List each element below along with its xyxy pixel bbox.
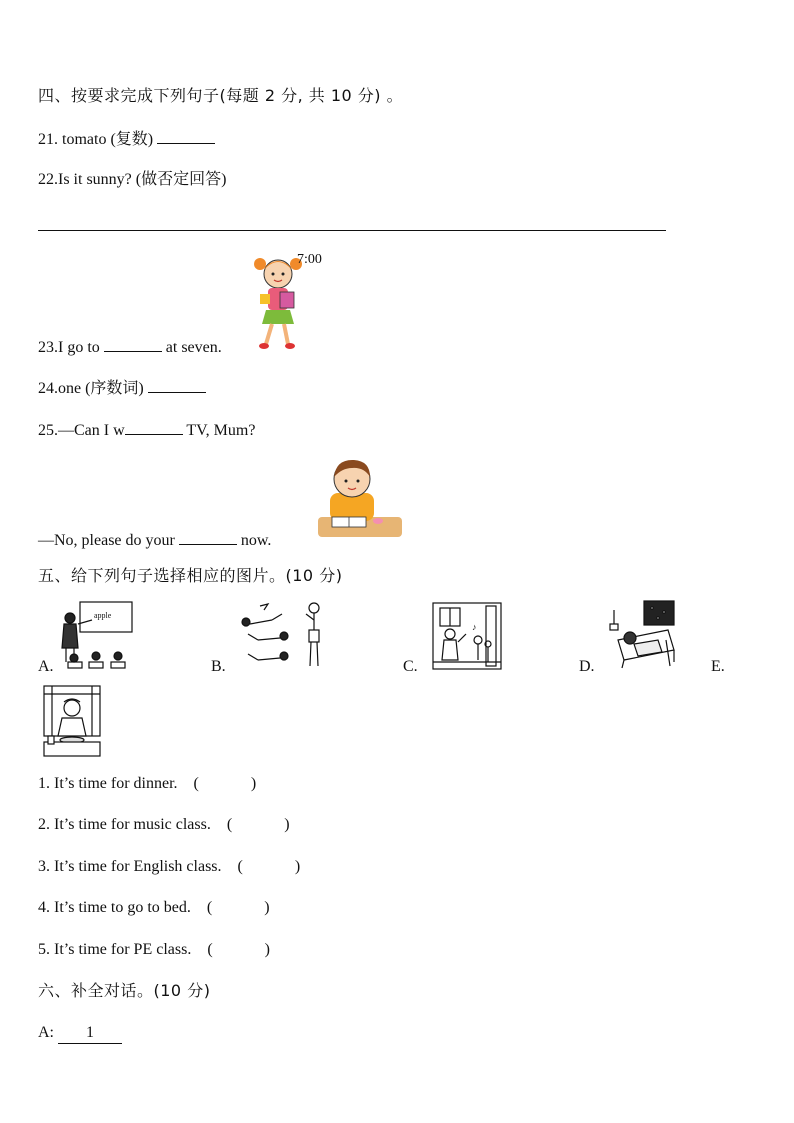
option-a-label: A. (38, 658, 54, 675)
match-question-5: 5. It’s time for PE class. ( ) (38, 941, 270, 958)
answer-blank[interactable] (148, 378, 206, 393)
section-6-title: 六、补全对话。(10 分) (38, 981, 211, 1000)
option-b-label: B. (211, 658, 226, 675)
section-5-title: 五、给下列句子选择相应的图片。(10 分) (38, 566, 343, 585)
match-question-4: 4. It’s time to go to bed. ( ) (38, 899, 270, 916)
dialogue-blank-1[interactable]: 1 (58, 1023, 122, 1044)
question-24: 24.one (序数词) (38, 378, 206, 399)
option-e-label: E. (711, 658, 725, 675)
match-question-3: 3. It’s time for English class. ( ) (38, 858, 301, 875)
answer-blank[interactable] (157, 129, 215, 144)
option-d-label: D. (579, 658, 595, 675)
section-4-title: 四、按要求完成下列句子(每题 2 分, 共 10 分) 。 (38, 86, 404, 105)
answer-blank[interactable] (104, 337, 162, 352)
match-question-2: 2. It’s time for music class. ( ) (38, 816, 290, 833)
question-22: 22.Is it sunny? (做否定回答) (38, 171, 227, 188)
question-25-line-2: —No, please do your now. (38, 532, 272, 549)
question-25-line-1: 25.—Can I w TV, Mum? (38, 422, 256, 439)
match-question-1: 1. It’s time for dinner. ( ) (38, 775, 257, 792)
dinner-picture (42, 684, 104, 758)
bedtime-picture (608, 600, 678, 670)
boy-doing-homework-illustration (316, 455, 404, 543)
answer-blank[interactable] (179, 530, 237, 545)
question-21: 21. tomato (复数) (38, 129, 215, 150)
pe-class-picture (238, 600, 330, 672)
question-23: 23.I go to at seven. (38, 339, 222, 356)
music-class-picture (432, 602, 502, 670)
answer-line[interactable] (38, 230, 666, 231)
option-c-label: C. (403, 658, 418, 675)
english-class-picture (56, 600, 136, 672)
svg-text:♪: ♪ (472, 622, 477, 632)
answer-blank[interactable] (125, 420, 183, 435)
dialogue-line-a: A: 1 (38, 1023, 122, 1044)
clock-time: 7:00 (297, 252, 322, 267)
board-word: apple (94, 611, 112, 620)
